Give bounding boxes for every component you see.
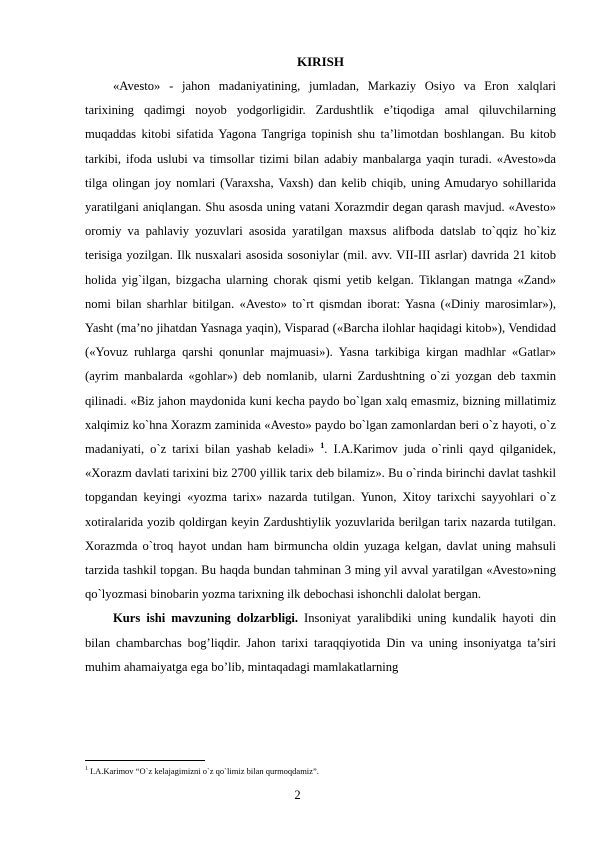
footnote-text: I.A.Karimov “O`z kelajagimizni o`z qo`limiz bilan qurmoqdamiz”. bbox=[88, 765, 319, 776]
document-body bbox=[85, 52, 556, 679]
intro-paragraph-text: «Avesto» - jahon madaniyatining, jumladan, Markaziy Osiyo va Eron xalqlari tarixining qadimgi noyob yodgorligidir. Zardushtlik e’tiqodiga amal qiluvchilarning muqaddas kitobi sifatida Yagona Tangriga topinish shu ta’limotdan boshlangan. Bu kitob tarkibi, ifoda uslubi va timsollar tizimi bilan adabiy manbalarga yaqin turadi. «Avesto»da tilga olingan joy nomlari (Varaxsha, Vaxsh) dan kelib chiqib, uning Amudaryo sohillarida yaratilgani aniqlangan. Shu asosda uning vatani Xorazmdir degan qarash mavjud. «Avesto» oromiy va pahlaviy yozuvlari asosida yaratilgan maxsus alifboda datslab to`qqiz ho`kiz terisiga yozilgan. Ilk nusxalari asosida sosoniylar (mil. avv. VII-III asrlar) davrida 21 kitob holida yig`ilgan, bizgacha ularning chorak qismi yetib kelgan. Tiklangan matnga «Zand» nomi bilan sharhlar bitilgan. «Avesto» to`rt qismdan iborat: Yasna («Diniy marosimlar»), Yasht (ma’no jihatdan Yasnaga yaqin), Visparad («Barcha ilohlar haqidagi kitob»), Vendidad («Yovuz ruhlarga qarshi qonunlar majmuasi»). Yasna tarkibiga kirgan madhlar «Gatlar» (ayrim manbalarda «gohlar») deb nomlanib, ularni Zardushtning o`zi yozgan deb taxmin qilinadi. «Biz jahon maydonida kuni kecha paydo bo`lgan xalq emasmiz, bizning millatimiz xalqimiz ko`hna Xorazm zaminida «Avesto» paydo bo`lgan zamonlardan beri o`z hayoti, o`z madaniyati, o`z tarixi bilan yashab keladi» bbox=[85, 79, 556, 457]
relevance-paragraph bbox=[85, 606, 556, 679]
section-title: KIRISH bbox=[297, 54, 344, 69]
relevance-heading: Kurs ishi mavzuning dolzarbligi. bbox=[113, 611, 299, 626]
page-number: 2 bbox=[294, 788, 301, 802]
intro-paragraph bbox=[85, 74, 556, 606]
footnote bbox=[85, 763, 556, 777]
relevance-paragraph-text: Insoniyat yaralibdiki uning kundalik hayoti din bilan chambarchas bog’liqdir. Jahon tarixi taraqqiyotida Din va uning insoniyatga ta’siri muhim ahamaiyatga ega bo’lib, mintaqadagi mamlakatlarning bbox=[85, 611, 556, 674]
footnote-divider bbox=[85, 760, 205, 761]
footnote-marker: 1 bbox=[85, 766, 88, 772]
intro-paragraph-continuation: . I.A.Karimov juda o`rinli qayd qilganidek, «Xorazm davlati tarixini biz 2700 yillik tarix deb bilamiz». Bu o`rinda birinchi davlat tashkil topgandan keyingi «yozma tarix» nazarda tutilgan. Yunon, Xitoy tarixchi sayyohlari o`z xotiralarida yozib qoldirgan keyin Zardushtiylik yozuvlarida berilgan tarix nazarda tutilgan. Xorazmda o`troq hayot undan ham birmuncha oldin yuzaga kelgan, davlat uning mahsuli tarzida tashkil topgan. Bu haqda bundan tahminan 3 ming yil avval yaratilgan «Avesto»ning qo`lyozmasi binobarin yozma tarixning ilk debochasi ishonchli dalolat bergan. bbox=[85, 442, 556, 602]
footnote-reference[interactable]: 1 bbox=[320, 440, 325, 450]
